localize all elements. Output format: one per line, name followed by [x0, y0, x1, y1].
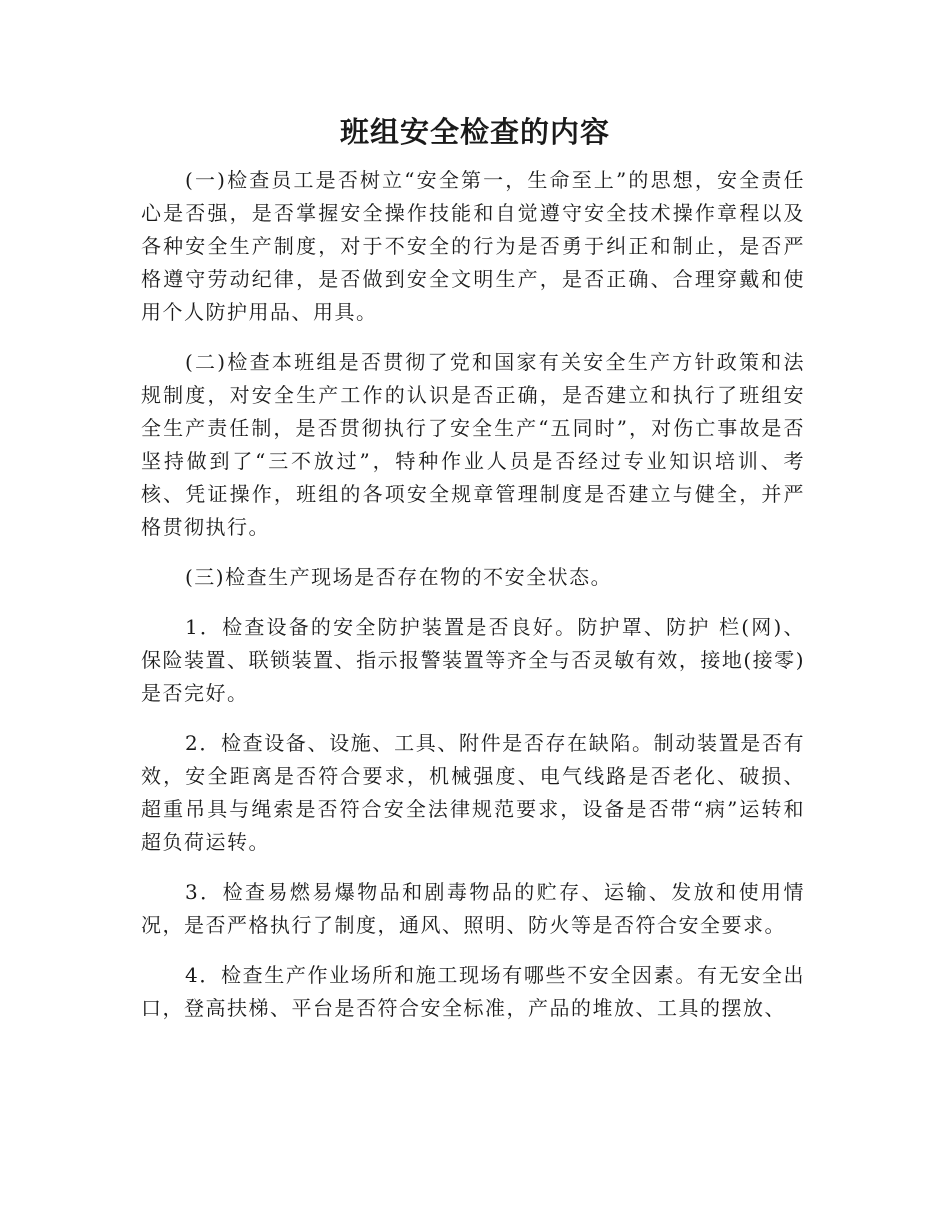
document-title: 班组安全检查的内容	[339, 115, 610, 149]
paragraph-item-2-equipment-defects: 2．检查设备、设施、工具、附件是否存在缺陷。制动装置是否有效，安全距离是否符合要求，机械强度、电气线路是否老化、破损、超重吊具与绳索是否符合安全法律规范要求，设备是否带“病”运转和超负荷运转。	[141, 731, 805, 854]
paragraph-site-condition-inspection: (三)检查生产现场是否存在物的不安全状态。	[185, 565, 613, 589]
paragraph-item-4-workplace-hazards: 4．检查生产作业场所和施工现场有哪些不安全因素。有无安全出口，登高扶梯、平台是否符合安全标准，产品的堆放、工具的摆放、	[141, 963, 805, 1020]
paragraph-worker-inspection: (一)检查员工是否树立“安全第一，生命至上”的思想，安全责任心是否强，是否掌握安全操作技能和自觉遵守安全技术操作章程以及各种安全生产制度，对于不安全的行为是否勇于纠正和制止，是否严格遵守劳动纪律，是否做到安全文明生产，是否正确、合理穿戴和使用个人防护用品、用具。	[141, 168, 805, 324]
document-body	[141, 164, 805, 1042]
paragraph-team-policy-inspection: (二)检查本班组是否贯彻了党和国家有关安全生产方针政策和法规制度，对安全生产工作的认识是否正确，是否建立和执行了班组安全生产责任制，是否贯彻执行了安全生产“五同时”，对伤亡事故是否坚持做到了“三不放过”，特种作业人员是否经过专业知识培训、考核、凭证操作，班组的各项安全规章管理制度是否建立与健全，并严格贯彻执行。	[141, 350, 805, 539]
paragraph-item-1-protection-devices: 1．检查设备的安全防护装置是否良好。防护罩、防护 栏(网)、保险装置、联锁装置、指示报警装置等齐全与否灵敏有效，接地(接零)是否完好。	[141, 615, 805, 705]
paragraph-item-3-hazardous-materials: 3．检查易燃易爆物品和剧毒物品的贮存、运输、发放和使用情况，是否严格执行了制度，通风、照明、防火等是否符合安全要求。	[141, 880, 805, 937]
